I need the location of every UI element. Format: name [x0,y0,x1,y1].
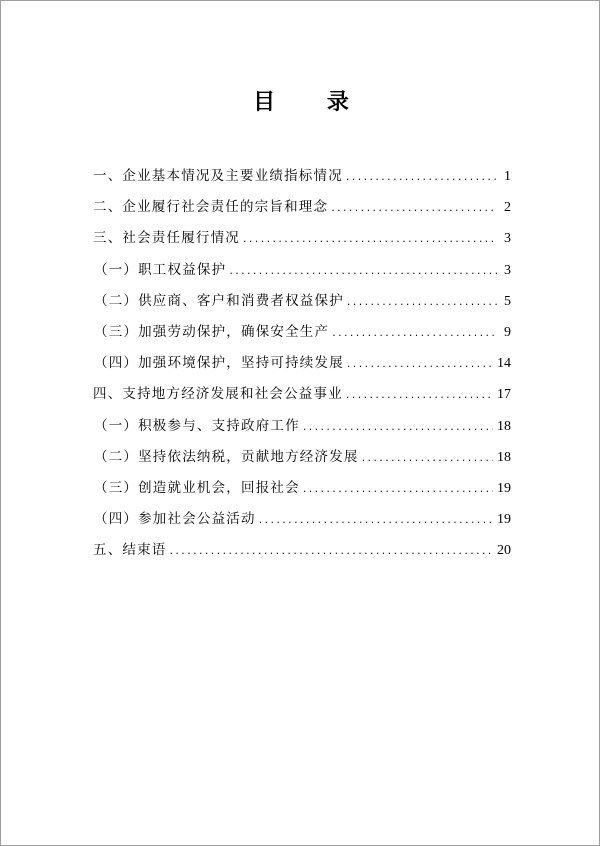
toc-page-number: 18 [497,418,511,434]
toc-dot-leader [259,504,493,535]
toc-dot-leader [347,286,497,317]
toc-dot-leader [243,223,497,254]
toc-entry-text: （一）积极参与、支持政府工作 [94,417,300,434]
toc-entry-text: 三、社会责任履行情况 [93,230,240,247]
page-title: 目 录 [253,89,371,115]
toc-page-number: 9 [504,324,511,340]
toc-page-number: 19 [497,480,511,496]
toc-entry[interactable] [93,504,511,535]
toc-entry-text: （三）加强劳动保护，确保安全生产 [94,323,330,340]
toc-dot-leader [332,317,497,348]
table-of-contents [93,161,511,566]
toc-entry-text: 二、企业履行社会责任的宗旨和理念 [93,199,329,216]
toc-dot-leader [362,442,493,473]
toc-page-number: 14 [497,356,511,372]
toc-entry[interactable] [93,379,511,410]
toc-entry-text: （二）供应商、客户和消费者权益保护 [94,292,344,309]
toc-entry-text: （四）参加社会公益活动 [94,511,256,528]
toc-page-number: 18 [497,449,511,465]
toc-dot-leader [303,411,493,442]
toc-dot-leader [331,192,497,223]
toc-entry-text: （二）坚持依法纳税，贡献地方经济发展 [94,448,359,465]
toc-dot-leader [303,473,493,504]
toc-page-number: 3 [504,231,511,247]
toc-page-number: 2 [504,200,511,216]
toc-page-number: 3 [504,262,511,278]
toc-dot-leader [347,348,493,379]
toc-entry[interactable] [93,442,511,473]
toc-page-number: 5 [504,293,511,309]
toc-entry[interactable] [93,255,511,286]
toc-dot-leader [346,379,493,410]
toc-dot-leader [229,255,497,286]
toc-entry-text: （三）创造就业机会，回报社会 [94,479,300,496]
toc-entry-text: 一、企业基本情况及主要业绩指标情况 [93,168,343,184]
toc-dot-leader [170,535,494,566]
toc-entry-text: 五、结束语 [93,542,167,559]
toc-entry[interactable] [93,223,511,254]
toc-page-number: 19 [497,512,511,528]
toc-entry[interactable] [93,192,511,223]
toc-entry[interactable] [93,286,511,317]
toc-page-number: 1 [504,169,511,184]
toc-entry[interactable] [93,161,511,192]
toc-page-number: 17 [497,387,511,403]
toc-entry-text: （四）加强环境保护，坚持可持续发展 [94,355,344,372]
toc-entry[interactable] [93,348,511,379]
toc-entry-text: （一）职工权益保护 [94,261,227,278]
toc-entry[interactable] [93,317,511,348]
toc-page-number: 20 [497,543,511,559]
toc-dot-leader [346,161,497,192]
toc-entry[interactable] [93,535,511,566]
toc-entry-text: 四、支持地方经济发展和社会公益事业 [93,386,343,403]
toc-entry[interactable] [93,411,511,442]
toc-entry[interactable] [93,473,511,504]
